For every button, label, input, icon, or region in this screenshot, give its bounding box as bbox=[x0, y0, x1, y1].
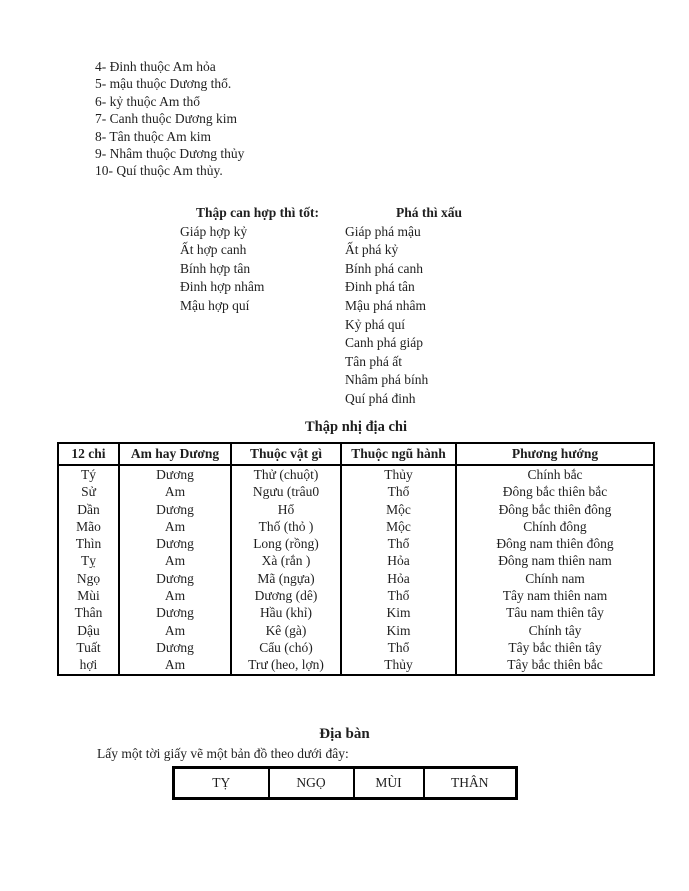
table-header-cell: Am hay Dương bbox=[119, 443, 231, 465]
list-item: Giáp hợp kỷ bbox=[180, 223, 248, 239]
table-cell: Hổ bbox=[231, 501, 341, 518]
table-cell: Chính nam bbox=[456, 570, 654, 587]
table-cell: Tuất bbox=[58, 639, 119, 656]
table-row bbox=[58, 501, 654, 518]
dia-ban-table bbox=[172, 766, 518, 800]
list-item: 8- Tân thuộc Am kim bbox=[95, 128, 211, 144]
table-cell: Kim bbox=[341, 604, 456, 621]
table-cell: Thân bbox=[58, 604, 119, 621]
dia-ban-title: Địa bàn bbox=[319, 726, 370, 742]
list-item: Tân phá ất bbox=[345, 353, 402, 369]
table-row bbox=[58, 639, 654, 656]
table-cell: Tây bắc thiên bắc bbox=[456, 656, 654, 674]
list-item: 4- Đinh thuộc Am hỏa bbox=[95, 59, 216, 74]
table-cell: Ngưu (trâu0 bbox=[231, 483, 341, 500]
table-cell: Thủy bbox=[341, 656, 456, 674]
table-cell: Am bbox=[119, 622, 231, 639]
list-item: Nhâm phá bính bbox=[345, 372, 429, 388]
table-cell: Am bbox=[119, 587, 231, 604]
table-cell: Thủy bbox=[341, 465, 456, 483]
list-item: Bính phá canh bbox=[345, 260, 423, 276]
list-item: Canh phá giáp bbox=[345, 335, 423, 351]
list-item: Quí phá đinh bbox=[345, 390, 416, 406]
table-header-cell: 12 chi bbox=[58, 443, 119, 465]
pha-column-header: Phá thì xấu bbox=[396, 205, 463, 220]
table-cell: Dần bbox=[58, 501, 119, 518]
table-cell: NGỌ bbox=[269, 768, 354, 799]
table-cell: Tỵ bbox=[58, 552, 119, 569]
table-cell: Kim bbox=[341, 622, 456, 639]
table-cell: Sử bbox=[58, 483, 119, 500]
table-cell: Xà (rắn ) bbox=[231, 552, 341, 569]
table-cell: Am bbox=[119, 656, 231, 674]
table-header-cell: Thuộc vật gì bbox=[231, 443, 341, 465]
pha-column bbox=[345, 204, 575, 409]
list-item: Ất hợp canh bbox=[180, 242, 247, 258]
chi-table-title: Thập nhị địa chi bbox=[305, 419, 407, 435]
table-cell: Am bbox=[119, 518, 231, 535]
table-cell: Dậu bbox=[58, 622, 119, 639]
table-cell: Hỏa bbox=[341, 570, 456, 587]
table-row bbox=[58, 465, 654, 483]
table-row bbox=[58, 604, 654, 621]
table-cell: Hầu (khỉ) bbox=[231, 604, 341, 621]
table-cell: Tý bbox=[58, 465, 119, 483]
table-row bbox=[58, 587, 654, 604]
table-cell: Trư (heo, lợn) bbox=[231, 656, 341, 674]
list-item: Ất phá kỷ bbox=[345, 242, 399, 258]
table-cell: Am bbox=[119, 552, 231, 569]
table-cell: Thổ bbox=[341, 483, 456, 500]
table-cell: Kê (gà) bbox=[231, 622, 341, 639]
table-cell: Đông bắc thiên bắc bbox=[456, 483, 654, 500]
table-row bbox=[174, 768, 517, 799]
list-item: Đinh hợp nhâm bbox=[180, 279, 265, 295]
list-item: Giáp phá mậu bbox=[345, 223, 421, 239]
table-cell: Chính tây bbox=[456, 622, 654, 639]
table-cell: Hỏa bbox=[341, 552, 456, 569]
dia-chi-table bbox=[57, 442, 655, 676]
table-row bbox=[58, 483, 654, 500]
table-cell: Cẩu (chó) bbox=[231, 639, 341, 656]
table-cell: Ngọ bbox=[58, 570, 119, 587]
list-item: 9- Nhâm thuộc Dương thủy bbox=[95, 146, 245, 162]
list-item: Kỷ phá quí bbox=[345, 316, 405, 332]
list-item: Mậu phá nhâm bbox=[345, 297, 426, 313]
table-cell: Đông nam thiên đông bbox=[456, 535, 654, 552]
table-cell: Thổ bbox=[341, 639, 456, 656]
table-cell: THÂN bbox=[424, 768, 517, 799]
table-cell: Thử (chuột) bbox=[231, 465, 341, 483]
table-header-cell: Thuộc ngũ hành bbox=[341, 443, 456, 465]
table-row bbox=[58, 518, 654, 535]
hop-column-header: Thập can hợp thì tốt: bbox=[196, 205, 320, 220]
table-cell: Thố (thỏ ) bbox=[231, 518, 341, 535]
table-row bbox=[58, 552, 654, 569]
list-item: Bính hợp tân bbox=[180, 260, 251, 276]
table-row bbox=[58, 535, 654, 552]
list-item: Đinh phá tân bbox=[345, 279, 415, 295]
table-cell: Thổ bbox=[341, 587, 456, 604]
table-cell: Mão bbox=[58, 518, 119, 535]
list-item: 5- mậu thuộc Dương thổ. bbox=[95, 76, 232, 92]
table-cell: Tây bắc thiên tây bbox=[456, 639, 654, 656]
table-cell: Dương bbox=[119, 465, 231, 483]
table-header-cell: Phương hướng bbox=[456, 443, 654, 465]
table-cell: Long (rồng) bbox=[231, 535, 341, 552]
table-cell: Dương bbox=[119, 639, 231, 656]
table-header-row bbox=[58, 443, 654, 465]
table-row bbox=[58, 570, 654, 587]
list-item: 6- kỷ thuộc Am thổ bbox=[95, 93, 200, 109]
table-cell: Thìn bbox=[58, 535, 119, 552]
table-row bbox=[58, 656, 654, 674]
table-cell: Chính đông bbox=[456, 518, 654, 535]
table-row bbox=[58, 622, 654, 639]
table-cell: Đông nam thiên nam bbox=[456, 552, 654, 569]
table-cell: Tâu nam thiên tây bbox=[456, 604, 654, 621]
table-cell: Tây nam thiên nam bbox=[456, 587, 654, 604]
table-cell: Dương bbox=[119, 570, 231, 587]
table-cell: Dương bbox=[119, 604, 231, 621]
table-cell: Mộc bbox=[341, 501, 456, 518]
table-cell: Mộc bbox=[341, 518, 456, 535]
table-cell: Đông bắc thiên đông bbox=[456, 501, 654, 518]
list-item: Mậu hợp quí bbox=[180, 297, 250, 313]
table-cell: Dương (dê) bbox=[231, 587, 341, 604]
list-item: 10- Quí thuộc Am thủy. bbox=[95, 163, 223, 179]
heavenly-stems-list bbox=[95, 58, 244, 180]
table-cell: MÙI bbox=[354, 768, 424, 799]
list-item: 7- Canh thuộc Dương kim bbox=[95, 111, 237, 127]
table-cell: TỴ bbox=[174, 768, 269, 799]
table-cell: Chính bắc bbox=[456, 465, 654, 483]
table-cell: Thổ bbox=[341, 535, 456, 552]
table-cell: Dương bbox=[119, 535, 231, 552]
table-cell: Dương bbox=[119, 501, 231, 518]
table-cell: Am bbox=[119, 483, 231, 500]
dia-ban-caption: Lấy một tời giấy vẽ một bản đồ theo dưới đây: bbox=[97, 746, 349, 761]
table-cell: Mùi bbox=[58, 587, 119, 604]
table-cell: hợi bbox=[58, 656, 119, 674]
table-cell: Mã (ngựa) bbox=[231, 570, 341, 587]
